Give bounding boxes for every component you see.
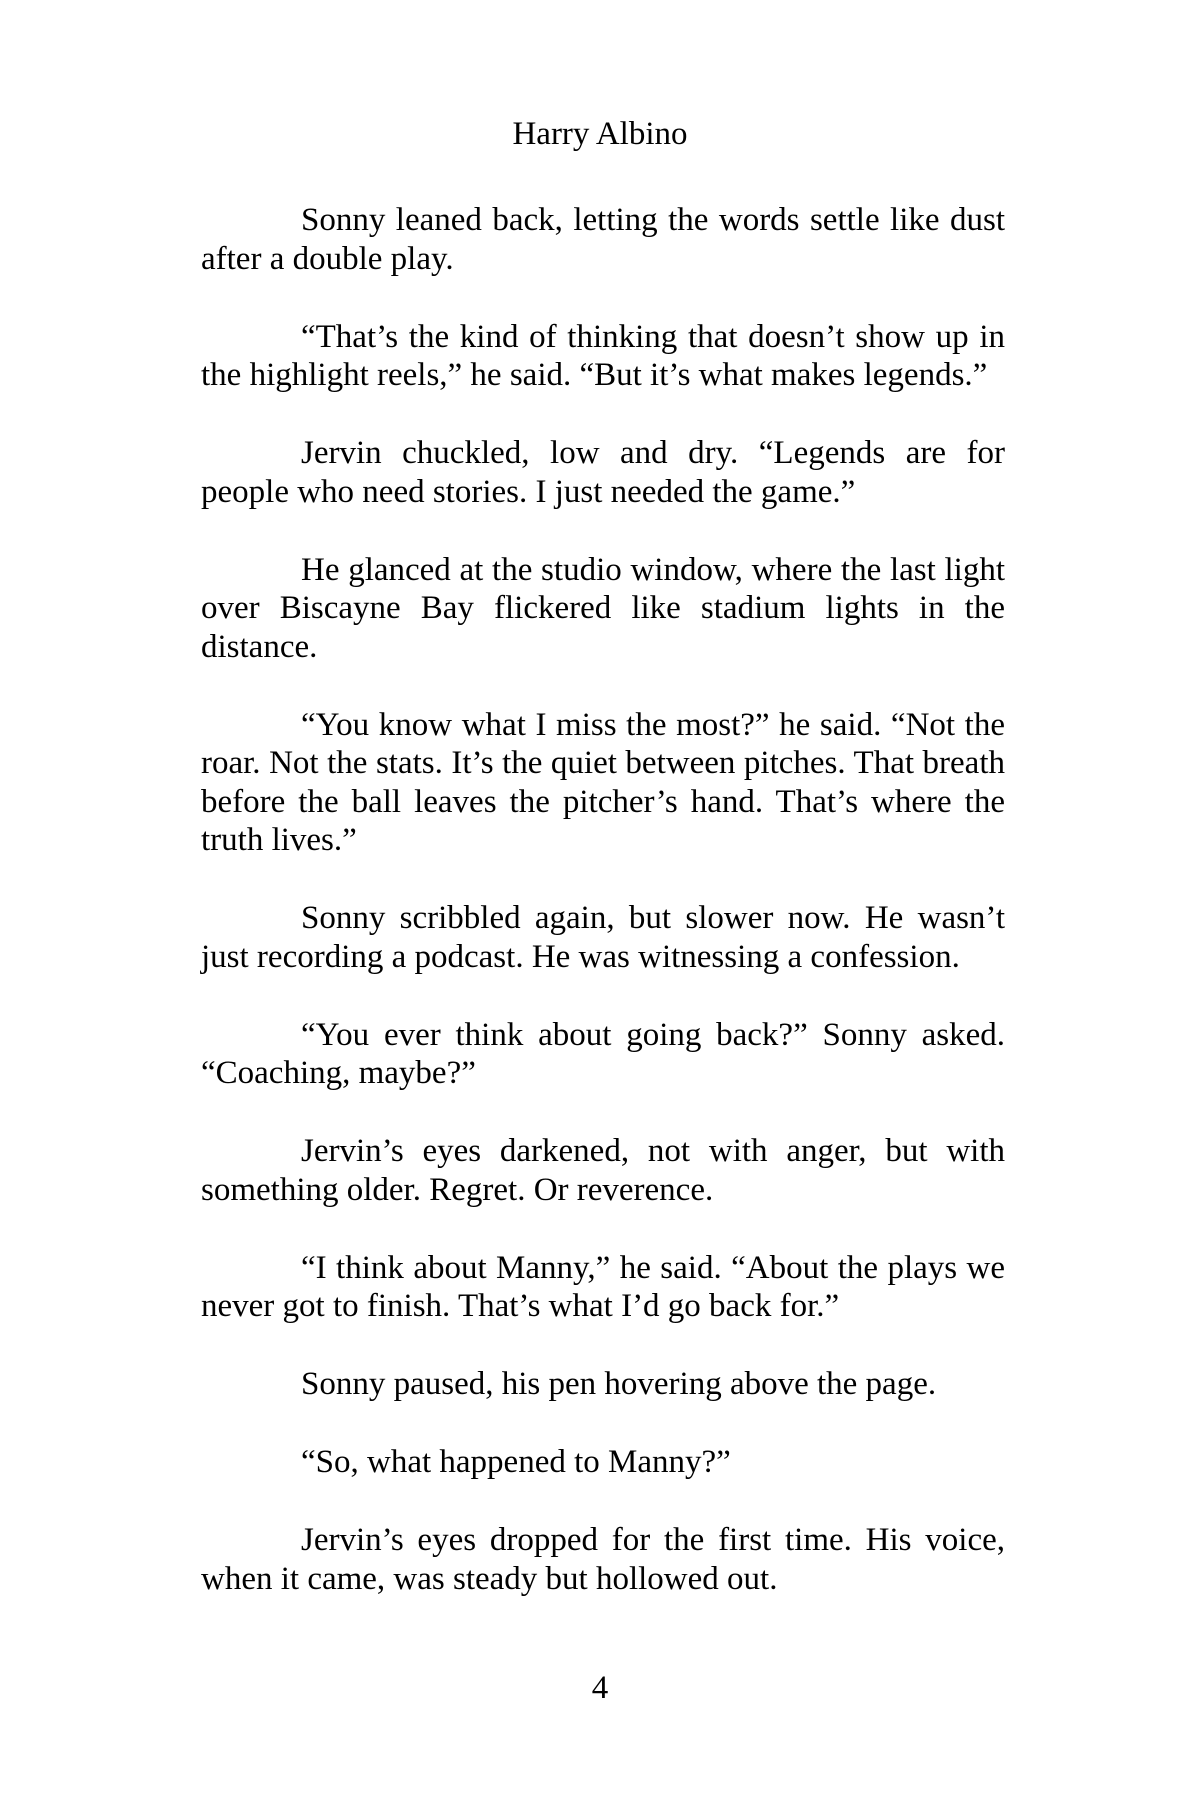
paragraph: Sonny paused, his pen hovering above the page. — [301, 1366, 937, 1402]
paragraph: “So, what happened to Manny?” — [301, 1444, 731, 1480]
paragraph: “You know what I miss the most?” he said. “Not the roar. Not the stats. It’s the quiet between pitches. That breath before the ball leaves the pitcher’s hand. That’s where the truth lives.” — [201, 706, 1005, 858]
paragraph: He glanced at the studio window, where the last light over Biscayne Bay flickered like stadium lights in the distance. — [201, 551, 1005, 665]
paragraph: “You ever think about going back?” Sonny asked. “Coaching, maybe?” — [201, 1016, 1005, 1091]
paragraph: Sonny leaned back, letting the words settle like dust after a double play. — [201, 202, 1005, 277]
running-head-author: Harry Albino — [512, 116, 688, 152]
paragraph: “I think about Manny,” he said. “About the plays we never got to finish. That’s what I’d go back for.” — [201, 1249, 1005, 1324]
page-number: 4 — [591, 1670, 609, 1706]
paragraph: Sonny scribbled again, but slower now. He wasn’t just recording a podcast. He was witnessing a confession. — [201, 900, 1005, 975]
paragraph: Jervin chuckled, low and dry. “Legends are for people who need stories. I just needed the game.” — [201, 435, 1005, 510]
body-text — [201, 201, 1005, 1598]
paragraph: “That’s the kind of thinking that doesn’t show up in the highlight reels,” he said. “But it’s what makes legends.” — [201, 318, 1005, 393]
paragraph: Jervin’s eyes darkened, not with anger, but with something older. Regret. Or reverence. — [201, 1133, 1005, 1208]
paragraph: Jervin’s eyes dropped for the first time. His voice, when it came, was steady but hollowed out. — [201, 1522, 1005, 1597]
